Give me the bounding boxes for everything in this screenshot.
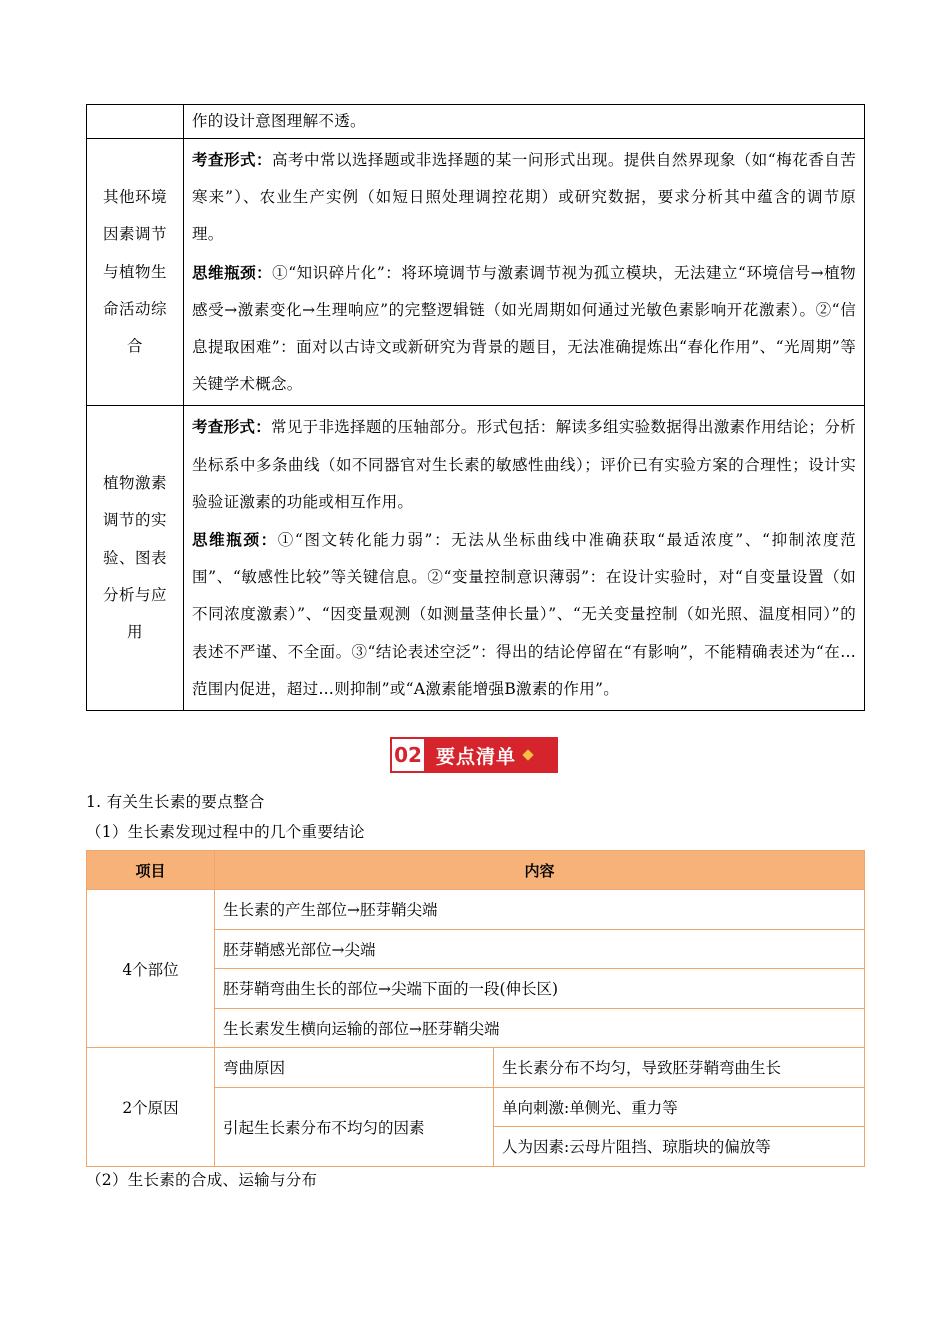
paragraph-text: 高考中常以选择题或非选择题的某一问形式出现。提供自然界现象（如“梅花香自苦寒来”）、农业生产实例（如短日照处理调控花期）或研究数据，要求分析其中蕴含的调节原理。	[192, 151, 856, 244]
section-number: 02	[390, 737, 426, 773]
analysis-paragraph	[192, 106, 856, 136]
table-row	[87, 105, 865, 139]
paragraph-text: ①“图文转化能力弱”：无法从坐标曲线中准确获取“最适浓度”、“抑制浓度范围”、“敏感性比较”等关键信息。②“变量控制意识薄弱”：在设计实验时，对“自变量设置（如不同浓度激素）”、“因变量观测（如测量茎伸长量）”、“无关变量控制（如光照、温度相同）”的表述不严谨、不全面。③“结论表述空泛”：得出的结论停留在“有影响”，不能精确表述为“在…范围内促进，超过…则抑制”或“A激素能增强B激素的作用”。	[192, 531, 856, 698]
topic-line: 合	[126, 337, 143, 356]
parts-label-cell: 4个部位	[87, 890, 215, 1048]
topic-line: 植物激素	[102, 473, 167, 492]
table-cell: 生长素发生横向运输的部位→胚芽鞘尖端	[215, 1008, 865, 1048]
table-cell: 单向刺激:单侧光、重力等	[494, 1087, 865, 1127]
topic-cell	[87, 406, 184, 711]
topic-line: 其他环境	[102, 187, 167, 206]
topic-line: 因素调节	[102, 225, 167, 244]
topic-line: 分析与应	[102, 585, 167, 604]
paragraph-label: 思维瓶颈：	[192, 262, 273, 282]
heading-auxin-summary: 1. 有关生长素的要点整合	[86, 793, 265, 811]
topic-cell	[87, 105, 184, 139]
topic-line: 用	[126, 623, 143, 642]
table-row	[87, 139, 865, 406]
analysis-cell	[184, 406, 865, 711]
analysis-paragraph	[192, 521, 856, 708]
table-row	[87, 890, 865, 930]
paragraph-label: 考查形式：	[192, 150, 272, 169]
table-cell: 引起生长素分布不均匀的因素	[215, 1087, 494, 1166]
table-cell: 人为因素:云母片阻挡、琼脂块的偏放等	[494, 1127, 865, 1167]
heading-synthesis-transport: （2）生长素的合成、运输与分布	[86, 1171, 318, 1189]
table-cell: 生长素分布不均匀，导致胚芽鞘弯曲生长	[494, 1048, 865, 1088]
analysis-cell	[184, 105, 865, 139]
diamond-icon	[522, 749, 533, 760]
table-header-row	[87, 851, 865, 890]
topic-cell	[87, 139, 184, 406]
table-cell: 胚芽鞘感光部位→尖端	[215, 929, 865, 969]
paragraph-text: 常见于非选择题的压轴部分。形式包括：解读多组实验数据得出激素作用结论；分析坐标系中多条曲线（如不同器官对生长素的敏感性曲线）；评价已有实验方案的合理性；设计实验验证激素的功能或相互作用。	[192, 418, 856, 511]
column-header-content: 内容	[215, 851, 865, 890]
analysis-paragraph	[192, 141, 856, 254]
column-header-item: 项目	[87, 851, 215, 890]
table-cell: 生长素的产生部位→胚芽鞘尖端	[215, 890, 865, 930]
analysis-cell	[184, 139, 865, 406]
paragraph-label: 考查形式：	[192, 417, 272, 437]
analysis-paragraph	[192, 254, 856, 404]
paragraph-text: ①“知识碎片化”：将环境调节与激素调节视为孤立模块，无法建立“环境信号→植物感受→激素变化→生理响应”的完整逻辑链（如光周期如何通过光敏色素影响开花激素）。②“信息提取困难”：面对以古诗文或新研究为背景的题目，无法准确提炼出“春化作用”、“光周期”等关键学术概念。	[192, 263, 856, 394]
table-cell: 胚芽鞘弯曲生长的部位→尖端下面的一段(伸长区)	[215, 969, 865, 1009]
reasons-label-cell: 2个原因	[87, 1048, 215, 1167]
paragraph-label: 思维瓶颈：	[192, 530, 278, 550]
analysis-table	[86, 104, 865, 711]
table-cell: 弯曲原因	[215, 1048, 494, 1088]
table-row	[87, 1048, 865, 1088]
analysis-paragraph	[192, 408, 856, 521]
key-points-table	[86, 850, 865, 1167]
paragraph-text: 作的设计意图理解不透。	[192, 112, 366, 130]
heading-discovery-conclusions: （1）生长素发现过程中的几个重要结论	[86, 823, 365, 841]
topic-line: 与植物生	[102, 262, 167, 281]
section-title	[426, 737, 558, 773]
topic-line: 验、图表	[102, 548, 167, 567]
topic-line: 命活动综	[102, 299, 167, 318]
table-row	[87, 406, 865, 711]
topic-line: 调节的实	[102, 511, 167, 530]
section-title-text: 要点清单	[436, 745, 517, 768]
section-banner	[390, 737, 558, 773]
